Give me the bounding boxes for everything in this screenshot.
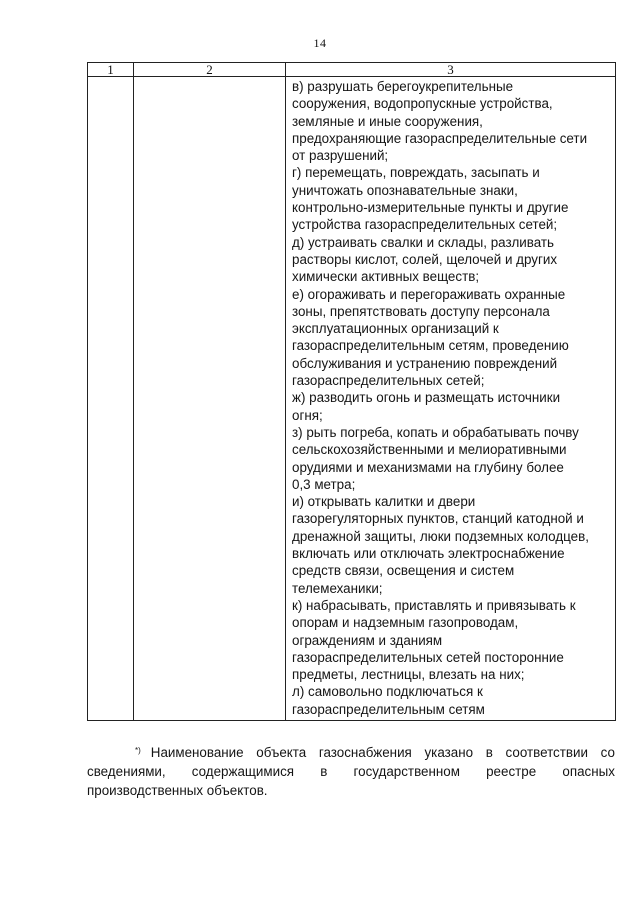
text-line: дренажной защиты, люки подземных колодцев, <box>292 528 589 544</box>
text-line: контрольно-измерительные пункты и другие <box>292 200 569 216</box>
text-line: в) разрушать берегоукрепительные <box>292 79 514 94</box>
text-line: газораспределительным сетям, проведению <box>292 338 569 354</box>
text-line: химически активных веществ; <box>292 269 480 285</box>
text-line: газораспределительных сетей посторонние <box>292 649 564 665</box>
text-line: устройства газораспределительных сетей; <box>292 217 558 233</box>
cell-col-1 <box>88 77 134 721</box>
requirements-table <box>87 62 616 721</box>
text-line: предохраняющие газораспределительные сети <box>292 130 588 146</box>
text-line: телемеханики; <box>292 580 383 596</box>
text-line: огня; <box>292 407 323 423</box>
column-header-3: 3 <box>286 63 616 77</box>
text-line: зоны, препятствовать доступу персонала <box>292 303 550 319</box>
text-line: е) огораживать и перегораживать охранные <box>292 286 566 302</box>
table-row <box>88 77 616 721</box>
text-line: и) открывать калитки и двери <box>292 494 476 510</box>
column-header-1: 1 <box>88 63 134 77</box>
footnote-word: сведениями, <box>87 764 166 779</box>
text-line: растворы кислот, солей, щелочей и других <box>292 251 558 267</box>
footnote-word: Наименование <box>150 745 244 760</box>
footnote-word: указано <box>424 745 474 760</box>
text-line: газораспределительных сетей; <box>292 373 485 389</box>
footnote-word: соответствии <box>505 745 588 760</box>
text-line: обслуживания и устранению повреждений <box>292 355 558 371</box>
text-line: уничтожать опознавательные знаки, <box>292 182 518 198</box>
footnote-word: в <box>320 764 328 779</box>
text-line: включать или отключать электроснабжение <box>292 546 565 562</box>
text-line: сооружения, водопропускные устройства, <box>292 96 553 112</box>
table-header-row <box>88 63 616 77</box>
footnote-line-3: производственных объектов. <box>87 783 268 798</box>
text-line: средств связи, освещения и систем <box>292 563 515 579</box>
text-line: з) рыть погреба, копать и обрабатывать почву <box>292 424 579 440</box>
text-line: эксплуатационных организаций к <box>292 321 499 337</box>
footnote-word: со <box>600 745 615 760</box>
text-line: газорегуляторных пунктов, станций катодной и <box>292 511 584 527</box>
cell-col-2 <box>134 77 286 721</box>
footnote-word: государственном <box>353 764 460 779</box>
footnote-line-2 <box>87 762 615 781</box>
text-line: к) набрасывать, приставлять и привязывать к <box>292 597 576 613</box>
footnote-word-group <box>135 743 244 762</box>
footnote-line-1 <box>87 743 615 762</box>
text-line: орудиями и механизмами на глубину более <box>292 459 564 475</box>
text-line: л) самовольно подключаться к <box>292 684 483 700</box>
text-line: ж) разводить огонь и размещать источники <box>292 390 561 406</box>
footnote-word: в <box>485 745 493 760</box>
column-header-2: 2 <box>134 63 286 77</box>
footnote-word: реестре <box>486 764 537 779</box>
text-line: от разрушений; <box>292 148 389 164</box>
footnote-word: опасных <box>562 764 615 779</box>
footnote-word: объекта <box>256 745 307 760</box>
footnote-marker: *) <box>135 746 141 755</box>
page-number: 14 <box>313 36 327 50</box>
text-line: д) устраивать свалки и склады, разливать <box>292 234 554 250</box>
text-line: ограждениям и зданиям <box>292 632 443 648</box>
footnote-word: содержащимися <box>191 764 295 779</box>
cell-col-3-prohibitions <box>286 77 616 721</box>
footnote <box>87 743 615 800</box>
text-line: предметы, лестницы, влезать на них; <box>292 667 525 683</box>
text-line: сельскохозяйственными и мелиоративными <box>292 442 567 458</box>
text-line: газораспределительным сетям <box>292 701 485 717</box>
text-line: 0,3 метра; <box>292 476 356 492</box>
text-line: опорам и надземным газопроводам, <box>292 615 519 631</box>
text-line: земляные и иные сооружения, <box>292 113 483 129</box>
text-line: г) перемещать, повреждать, засыпать и <box>292 165 540 181</box>
footnote-word: газоснабжения <box>318 745 412 760</box>
